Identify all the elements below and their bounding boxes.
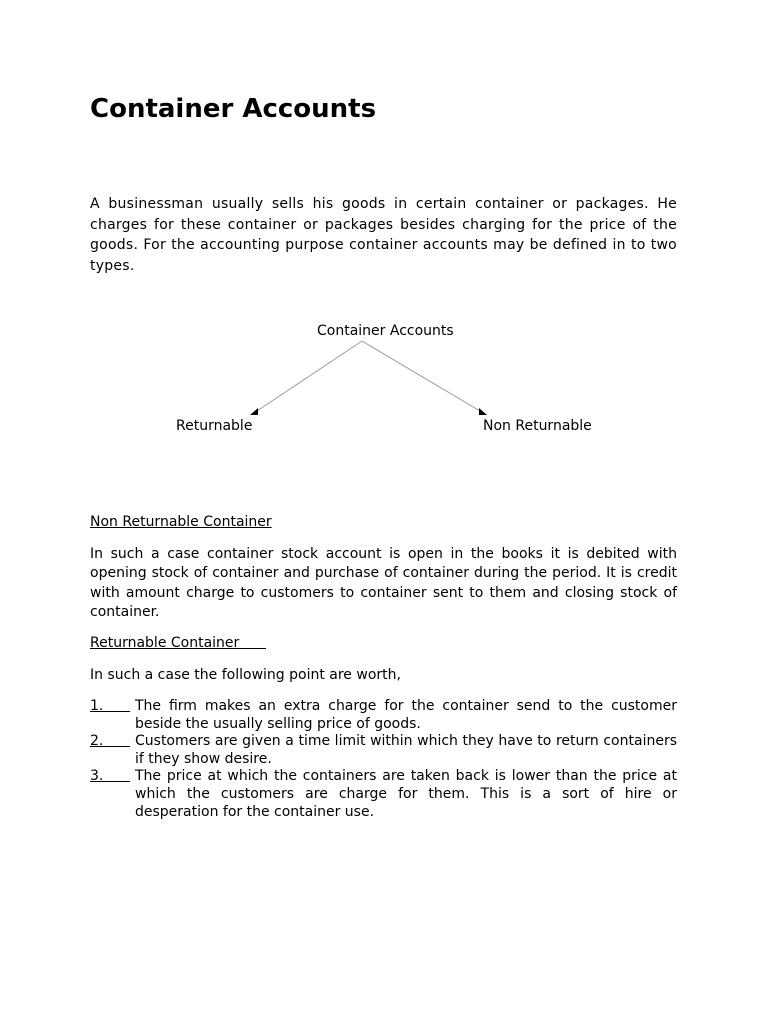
diagram-non-returnable-label: Non Returnable xyxy=(483,418,592,434)
list-item xyxy=(90,733,677,768)
non-returnable-heading: Non Returnable Container xyxy=(90,514,272,530)
intro-paragraph: A businessman usually sells his goods in certain container or packages. He charges for these container or packages besides charging for the price of the goods. For the accounting purpose container accounts may be defined in to two types. xyxy=(90,196,677,275)
returnable-heading: Returnable Container xyxy=(90,635,266,651)
list-item xyxy=(90,698,677,733)
list-item xyxy=(90,768,677,821)
list-item-text: The firm makes an extra charge for the container send to the customer beside the usually selling price of goods. xyxy=(135,698,677,732)
diagram-root-label: Container Accounts xyxy=(317,323,454,339)
diagram-returnable-label: Returnable xyxy=(176,418,253,434)
left-connector-line xyxy=(257,341,362,411)
list-item-text: Customers are given a time limit within which they have to return containers if they show desire. xyxy=(135,733,677,767)
list-number: 3. xyxy=(90,768,131,785)
right-arrowhead xyxy=(479,408,487,415)
list-item-text: The price at which the containers are taken back is lower than the price at which the customers are charge for them. This is a sort of hire or desperation for the container use. xyxy=(135,768,677,820)
list-number: 2. xyxy=(90,733,131,750)
left-arrowhead xyxy=(250,408,258,415)
list-number: 1. xyxy=(90,698,131,714)
page-title: Container Accounts xyxy=(90,94,377,124)
returnable-lead: In such a case the following point are worth, xyxy=(90,667,401,683)
right-connector-line xyxy=(362,341,480,411)
returnable-points-list xyxy=(90,698,677,821)
non-returnable-paragraph: In such a case container stock account is open in the books it is debited with opening stock of container and purchase of container during the period. It is credit with amount charge to customers to container sent to them and closing stock of container. xyxy=(90,546,677,620)
